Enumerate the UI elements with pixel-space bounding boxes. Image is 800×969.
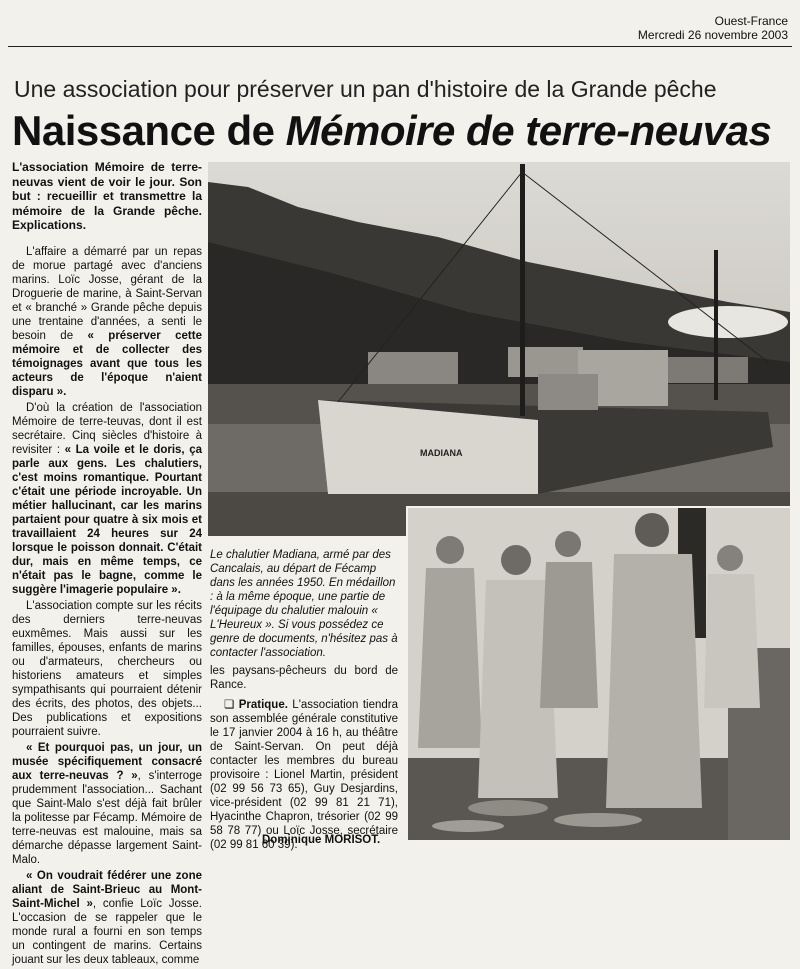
paragraph-4: « Et pourquoi pas, un jour, un musée spécifiquement consacré aux terre-neuvas ? », s'interroge prudemment l'association... Sachant que Saint-Malo s'est déjà fait brûler la politesse par Fécamp. Mémoire de terre-neuvas est malouine, mais sa démarche dépasse largement Saint-Malo. bbox=[12, 741, 202, 866]
headline-emphasis: Mémoire de terre-neuvas bbox=[285, 107, 772, 154]
article-column-1 bbox=[12, 160, 202, 969]
article-column-2 bbox=[210, 664, 398, 854]
headline bbox=[12, 108, 792, 154]
boat-name-label: MADIANA bbox=[420, 448, 463, 458]
paragraph-5: « On voudrait fédérer une zone aliant de Saint-Brieuc au Mont-Saint-Michel », confie Loïc Josse. L'occasion de se rappeler que le monde rural a fourni en son temps un contingent de marins. Certains jouant sur les deux tableaux, comme bbox=[12, 869, 202, 966]
paragraph-3: L'association compte sur les récits des derniers terre-neuvas euxmêmes. Mais aussi sur les familles, épouses, enfants de marins ou d'armateurs, chercheurs ou historiens amateurs et simples sympathisants qui pourraient détenir des écrits, des photos, des objets... Des publications et expositions pourraient suivre. bbox=[12, 599, 202, 738]
paragraph-2: D'où la création de l'association Mémoire de terre-teuvas, dont il est secrétaire. Cinq siècles d'histoire à revisiter : « La voile et le doris, ça parle aux gens. Les chalutiers, c'est moins romantique. Pourtant c'était une période incroyable. Un métier hallucinant, car les marins partaient pour quatre à six mois et travaillaient 24 heures sur 24 lorsque le poisson donnait. C'était dur, mais en même temps, ce n'était pas le bagne, comme le suggère l'imagerie populaire ». bbox=[12, 401, 202, 596]
paragraph-1: L'affaire a démarré par un repas de morue partagé avec d'anciens marins. Loïc Josse, gérant de la Droguerie de marine, à Saint-Servan et « branché » Grande pêche depuis une trentaine d'années, a senti le besoin de « préserver cette mémoire et de collecter des témoignages avant que tous les acteurs de l'époque n'aient disparu ». bbox=[12, 245, 202, 398]
overline: Une association pour préserver un pan d'histoire de la Grande pêche bbox=[14, 76, 717, 102]
masthead-paper: Ouest-France bbox=[714, 14, 788, 28]
author-signature: Dominique MORISOT. bbox=[262, 834, 381, 846]
headline-prefix: Naissance de bbox=[12, 107, 286, 154]
photo-caption: Le chalutier Madiana, armé par des Cancalais, au départ de Fécamp dans les années 1950. En médaillon : à la même époque, une partie de l'équipage du chalutier malouin « L'Heureux ». Si vous possédez ce genre de documents, n'hésitez pas à contacter l'association. bbox=[210, 549, 398, 659]
bullet-icon: ❏ bbox=[224, 699, 235, 711]
masthead-date: Mercredi 26 novembre 2003 bbox=[637, 28, 788, 42]
lead-paragraph: L'association Mémoire de terre-neuvas vient de voir le jour. Son but : recueillir et transmettre la mémoire de la Grande pêche. Explications. bbox=[12, 160, 202, 232]
masthead bbox=[638, 14, 788, 42]
paragraph-continued: les paysans-pêcheurs du bord de Rance. bbox=[210, 665, 398, 691]
header-rule bbox=[8, 46, 792, 47]
practical-info: ❏ Pratique. L'association tiendra son assemblée générale constitutive le 17 janvier 2004 à 16 h, au théâtre de Saint-Servan. On peut déjà contacter les membres du bureau provisoire : Lionel Martin, président (02 99 56 73 65), Guy Desjardins, vice-président (02 99 81 21 71), Hyacinthe Chapron, trésorier (02 99 58 78 77) ou Loïc Josse, secrétaire (02 99 81 60 39). bbox=[210, 699, 398, 851]
photo-crew-inset bbox=[406, 506, 792, 842]
photo-trawler-madiana bbox=[208, 162, 790, 536]
